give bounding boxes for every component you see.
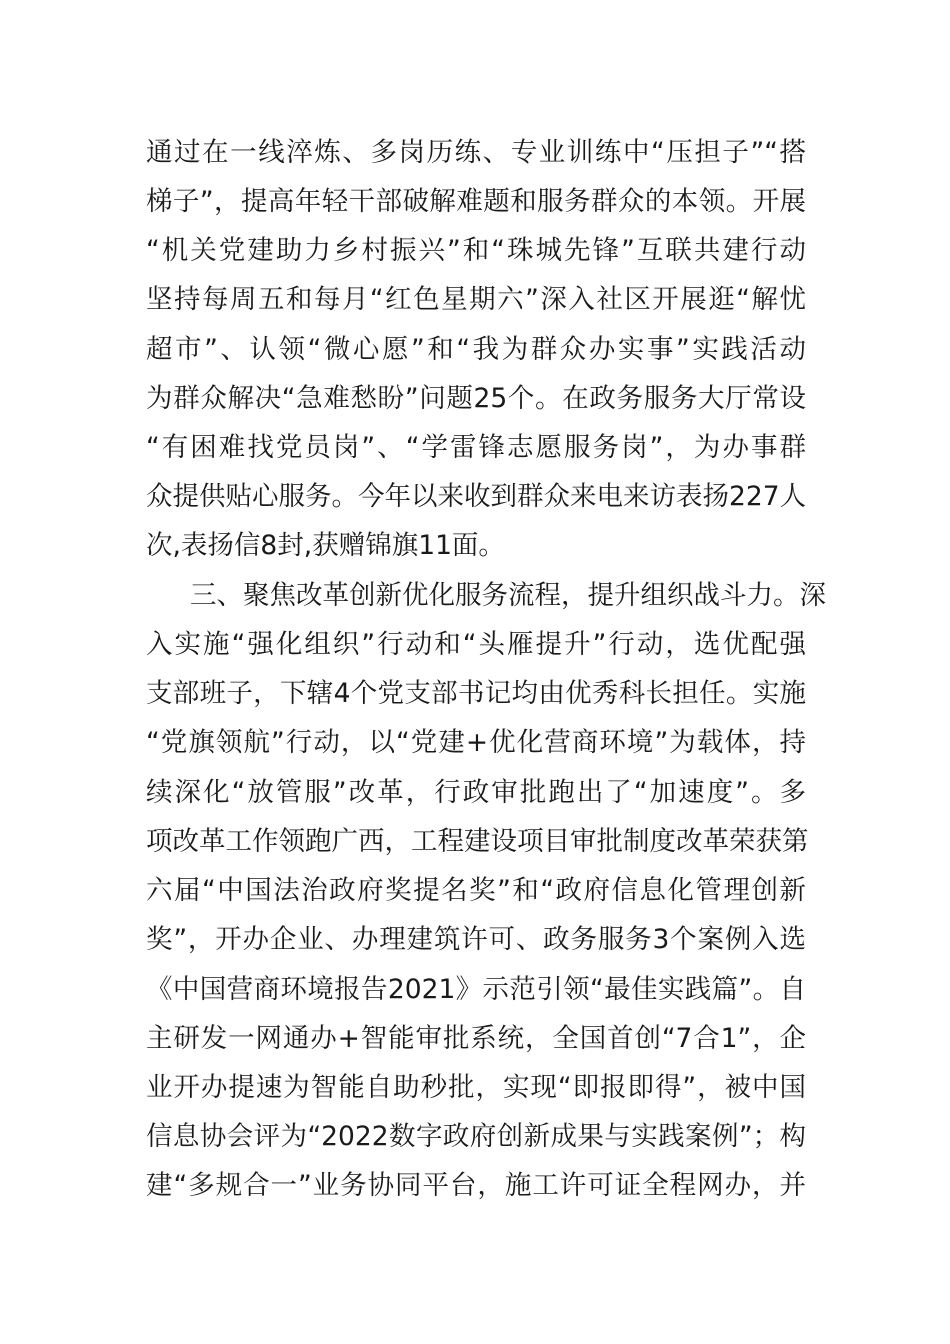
text-line: 为群众解决“急难愁盼”问题25个。在政务服务大厅常设 — [146, 383, 806, 414]
text-line: 超市”、认领“微心愿”和“我为群众办实事”实践活动 — [146, 334, 806, 365]
text-line: 次,表扬信8封,获赠锦旗11面。 — [146, 530, 505, 561]
text-line: 续深化“放管服”改革，行政审批跑出了“加速度”。多 — [146, 777, 806, 808]
text-line: 坚持每周五和每月“红色星期六”深入社区开展逛“解忧 — [146, 284, 806, 315]
text-line: “机关党建助力乡村振兴”和“珠城先锋”互联共建行动 — [146, 235, 806, 266]
text-line: 六届“中国法治政府奖提名奖”和“政府信息化管理创新 — [146, 875, 806, 906]
text-line: 入实施“强化组织”行动和“头雁提升”行动，选优配强 — [146, 629, 806, 660]
text-line: “有困难找党员岗”、“学雷锋志愿服务岗”，为办事群 — [146, 432, 806, 463]
paragraph-first-line: 三、聚焦改革创新优化服务流程，提升组织战斗力。深 — [190, 580, 826, 611]
text-line: 众提供贴心服务。今年以来收到群众来电来访表扬227人 — [146, 481, 807, 512]
text-line: 奖”，开办企业、办理建筑许可、政务服务3个案例入选 — [146, 924, 806, 955]
text-line: 主研发一网通办+智能审批系统，全国首创“7合1”，企 — [146, 1023, 806, 1054]
text-line: 《中国营商环境报告2021》示范引领“最佳实践篇”。自 — [146, 974, 806, 1005]
text-line: “党旗领航”行动，以“党建+优化营商环境”为载体，持 — [146, 727, 806, 758]
text-line: 建“多规合一”业务协同平台，施工许可证全程网办，并 — [146, 1170, 806, 1201]
text-line: 梯子”，提高年轻干部破解难题和服务群众的本领。开展 — [146, 186, 806, 217]
text-line: 通过在一线淬炼、多岗历练、专业训练中“压担子”“搭 — [146, 137, 806, 168]
text-line: 项改革工作领跑广西，工程建设项目审批制度改革荣获第 — [146, 826, 809, 857]
text-line: 信息协会评为“2022数字政府创新成果与实践案例”；构 — [146, 1121, 806, 1152]
text-line: 支部班子，下辖4个党支部书记均由优秀科长担任。实施 — [146, 678, 806, 709]
text-line: 业开办提速为智能自助秒批，实现“即报即得”，被中国 — [146, 1072, 806, 1103]
